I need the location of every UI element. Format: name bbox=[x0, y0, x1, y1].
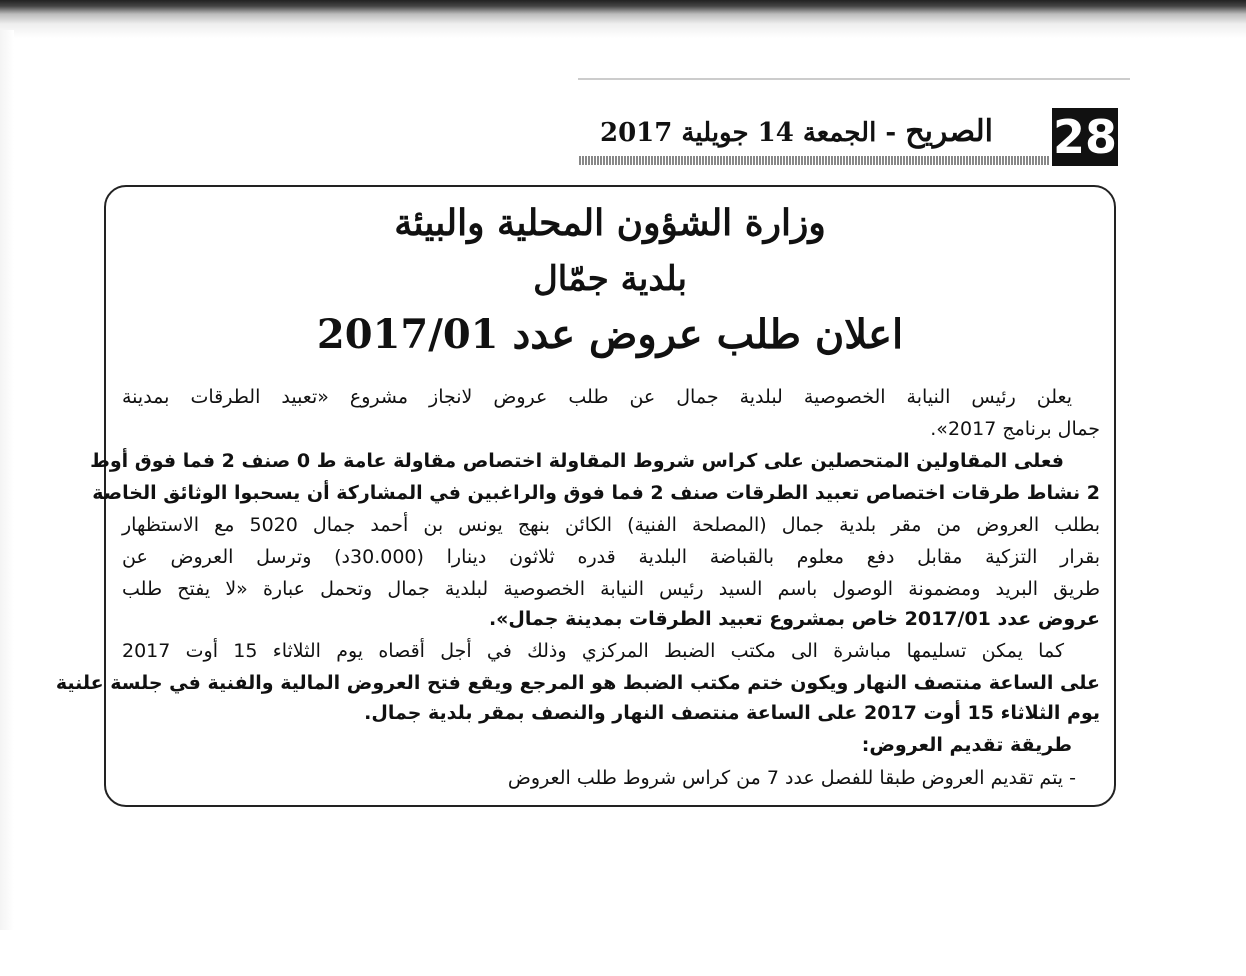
body-line-9: كما يمكن تسليمها مباشرة الى مكتب الضبط المركزي وذلك في أجل أقصاه يوم الثلاثاء 15 أوت 2017 bbox=[122, 640, 1064, 662]
masthead-dotted-rule bbox=[578, 156, 1050, 165]
page-top-rule bbox=[578, 78, 1130, 80]
body-line-11: يوم الثلاثاء 15 أوت 2017 على الساعة منتصف النهار والنصف بمقر بلدية جمال. bbox=[364, 702, 1100, 724]
body-line-5: بطلب العروض من مقر بلدية جمال (المصلحة الفنية) الكائن بنهج يونس بن أحمد جمال 5020 مع الاستظهار bbox=[122, 514, 1100, 536]
submission-method-item: - يتم تقديم العروض طبقا للفصل عدد 7 من كراس شروط طلب العروض bbox=[507, 767, 1076, 789]
body-line-2: جمال برنامج 2017». bbox=[930, 418, 1100, 440]
ministry-heading: وزارة الشؤون المحلية والبيئة bbox=[394, 202, 826, 244]
body-line-8: عروض عدد 2017/01 خاص بمشروع تعبيد الطرقات بمدينة جمال». bbox=[488, 608, 1100, 630]
issue-date: - الجمعة 14 جويلية 2017 bbox=[600, 118, 897, 148]
body-line-6: بقرار التزكية مقابل دفع معلوم بالقباضة البلدية قدره ثلاثون دينارا (30.000د) وترسل العروض عن bbox=[122, 546, 1100, 568]
body-line-7: طريق البريد ومضمونة الوصول باسم السيد رئيس النيابة الخصوصية لبلدية جمال وتحمل عبارة «لا يفتح طلب bbox=[122, 578, 1100, 600]
scan-left-edge bbox=[0, 30, 14, 930]
body-line-3: فعلى المقاولين المتحصلين على كراس شروط المقاولة اختصاص مقاولة عامة ط 0 صنف 2 فما فوق أوط bbox=[90, 450, 1064, 472]
municipality-heading: بلدية جمّال bbox=[533, 259, 687, 299]
page-number-badge: 28 bbox=[1052, 110, 1117, 164]
body-line-10: على الساعة منتصف النهار ويكون ختم مكتب الضبط هو المرجع ويقع فتح العروض المالية والفنية في جلسة علنية bbox=[55, 672, 1100, 694]
body-line-1: يعلن رئيس النيابة الخصوصية لبلدية جمال عن طلب عروض لانجاز مشروع «تعبيد الطرقات بمدينة bbox=[122, 386, 1072, 408]
newspaper-masthead bbox=[600, 112, 1020, 152]
scan-top-edge bbox=[0, 0, 1246, 38]
body-line-4: 2 نشاط طرقات اختصاص تعبيد الطرقات صنف 2 فما فوق والراغبين في المشاركة أن يسحبوا الوثائق الخاصة bbox=[92, 482, 1100, 504]
notice-title: اعلان طلب عروض عدد 2017/01 bbox=[316, 311, 904, 358]
publication-name: الصريح bbox=[905, 114, 993, 149]
submission-method-heading: طريقة تقديم العروض: bbox=[861, 734, 1072, 756]
